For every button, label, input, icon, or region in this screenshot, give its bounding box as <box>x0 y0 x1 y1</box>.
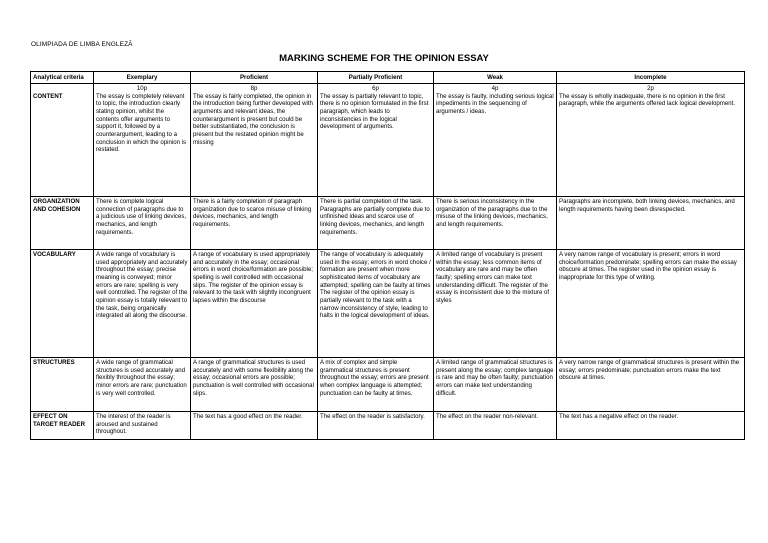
points-exemplary: 10p <box>136 85 148 92</box>
column-header-weak: Weak <box>434 72 557 84</box>
table-row <box>31 358 745 412</box>
table-cell: A wide range of vocabulary is used appropriately and accurately throughout the essay; precise meaning is conveyed; minor errors are rare; spelling is very well controlled. The register of the opinion essay is totally relevant to the task, being organically integrated all along the discourse. <box>94 250 191 358</box>
cell-text: The essay is faulty, including serious logical impediments in the sequencing of arguments / ideas. <box>436 92 554 115</box>
table-cell <box>434 84 557 197</box>
table-row <box>31 250 745 358</box>
document-title: MARKING SCHEME FOR THE OPINION ESSAY <box>279 53 489 64</box>
table-cell <box>557 84 745 197</box>
points-weak: 4p <box>491 85 499 92</box>
marking-scheme-table <box>30 71 745 440</box>
table-header-row <box>31 72 745 84</box>
table-cell: The text has a negative effect on the reader. <box>557 412 745 440</box>
column-header-exemplary: Exemplary <box>94 72 191 84</box>
column-header-partially-proficient: Partially Proficient <box>318 72 434 84</box>
table-cell: A wide range of grammatical structures is used accurately and flexibly throughout the essay; minor errors are rare; punctuation is very well controlled. <box>94 358 191 412</box>
competition-header: OLIMPIADA DE LIMBA ENGLEZĂ <box>31 41 133 48</box>
cell-text: The essay is wholly inadequate, there is no opinion in the first paragraph, while the arguments offered lack logical development. <box>559 92 736 108</box>
table-cell: The interest of the reader is aroused and sustained throughout. <box>94 412 191 440</box>
table-cell <box>191 84 318 197</box>
table-cell: There is partial completion of the task. Paragraphs are partially complete due to unfinished ideas and scarce use of linking devices, mechanics, and length requirements. <box>318 197 434 250</box>
table-cell: There is serious inconsistency in the organization of the paragraphs due to the misuse of the linking devices, mechanics, and length requirements. <box>434 197 557 250</box>
column-header-criteria: Analytical criteria <box>31 72 94 84</box>
criterion-cell <box>31 84 94 197</box>
table-cell: A limited range of grammatical structures is present along the essay; complex language is rare and may be often faulty; punctuation errors can make text understanding difficult. <box>434 358 557 412</box>
table-cell: A very narrow range of vocabulary is present; errors in word choice/formation predominate; spelling errors can make the essay obscure at times. The register used in the opinion essay is inappropriate for this type of writing. <box>557 250 745 358</box>
table-cell <box>94 84 191 197</box>
table-cell: A range of grammatical structures is used accurately and with some flexibility along the essay; occasional errors are possible; punctuation is well controlled with occasional slips. <box>191 358 318 412</box>
table-row <box>31 84 745 197</box>
points-partially-proficient: 6p <box>372 85 379 92</box>
table-cell: The range of vocabulary is adequately used in the essay; errors in word choice / formation are present when more sophisticated items of vocabulary are attempted; spelling can be faulty at times The register of the opinion essay is partially relevant to the task with a narrow inconsistency of style, leading to halts in the logical development of ideas. <box>318 250 434 358</box>
column-header-incomplete: Incomplete <box>557 72 745 84</box>
table-cell: A range of vocabulary is used appropriately and accurately in the essay; occasional errors in word choice/formation are possible; spelling is well controlled with occasional slips. The register of the opinion essay is relevant to the task with slightly incongruent lapses within the discourse <box>191 250 318 358</box>
table-cell: The effect on the reader non-relevant. <box>434 412 557 440</box>
criterion-effect-on-target-reader: EFFECT ON TARGET READER <box>31 412 94 440</box>
criterion-structures: STRUCTURES <box>31 358 94 412</box>
cell-text: The essay is fairly completed, the opinion in the introduction being further developed with arguments and relevant ideas, the counterargument is present but could be better substantiated, the conclusion is present but the restated opinion might be missing <box>193 92 313 146</box>
criterion-organization: ORGANIZATION AND COHESION <box>31 197 94 250</box>
table-cell: A very narrow range of grammatical structures is present within the essay; errors predominate; punctuation errors make the text obscure at times. <box>557 358 745 412</box>
table-cell: Paragraphs are incomplete, both linking devices, mechanics, and length requirements having been disrespected. <box>557 197 745 250</box>
table-cell <box>318 84 434 197</box>
cell-text: The essay is completely relevant to topic, the introduction clearly stating opinion, whilst the contents offer arguments to support it, followed by a counterargument, leading to a conclusion in which the opinion is restated. <box>96 92 187 154</box>
table-row <box>31 197 745 250</box>
table-cell: A limited range of vocabulary is present within the essay; less common items of vocabulary are rare and may be often faulty; spelling errors can make text understanding difficult. The register of the essay is inconsistent due to the mixture of styles <box>434 250 557 358</box>
points-proficient: 8p <box>250 85 258 92</box>
cell-text: The essay is partially relevant to topic, there is no opinion formulated in the first paragraph, which leads to inconsistencies in the logical development of arguments. <box>320 92 429 131</box>
table-cell: The effect on the reader is satisfactory. <box>318 412 434 440</box>
table-row <box>31 412 745 440</box>
points-incomplete: 2p <box>647 85 654 92</box>
table-cell: The text has a good effect on the reader. <box>191 412 318 440</box>
table-cell: A mix of complex and simple grammatical structures is present throughout the essay; errors are present when complex language is attempted; punctuation can be faulty at times. <box>318 358 434 412</box>
criterion-content: CONTENT <box>33 93 63 100</box>
table-cell: There is complete logical connection of paragraphs due to a judicious use of linking devices, mechanics, and length requirements. <box>94 197 191 250</box>
table-cell: There is a fairly completion of paragraph organization due to scarce misuse of linking devices, mechanics, and length requirements. <box>191 197 318 250</box>
criterion-vocabulary: VOCABULARY <box>31 250 94 358</box>
column-header-proficient: Proficient <box>191 72 318 84</box>
